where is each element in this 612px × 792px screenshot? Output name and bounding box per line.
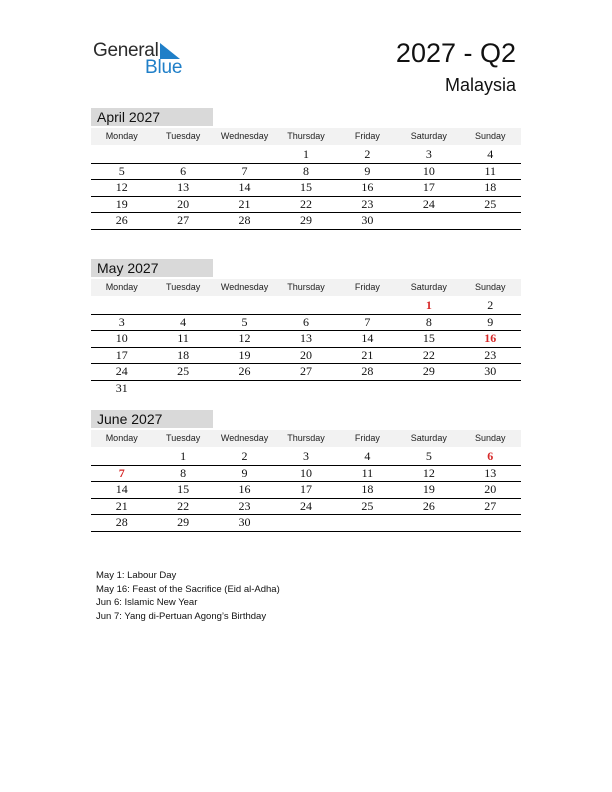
holiday-entry: May 16: Feast of the Sacrifice (Eid al-Adha) bbox=[96, 583, 280, 595]
day-cell: 23 bbox=[484, 347, 497, 362]
day-cell: 31 bbox=[115, 380, 128, 395]
day-cell: 19 bbox=[238, 347, 251, 362]
day-cell bbox=[337, 381, 398, 397]
weekday-header: Saturday bbox=[410, 282, 447, 292]
weekday-header: Saturday bbox=[410, 433, 447, 443]
day-cell bbox=[275, 515, 336, 531]
day-cell: 16 bbox=[238, 482, 251, 496]
day-cell: 17 bbox=[299, 482, 312, 496]
day-cell: 15 bbox=[177, 482, 190, 496]
country-name: Malaysia bbox=[444, 75, 516, 95]
day-cell: 8 bbox=[180, 465, 187, 480]
day-cell: 17 bbox=[115, 347, 128, 362]
day-cell: 30 bbox=[361, 213, 374, 227]
day-cell bbox=[460, 515, 521, 531]
week-row bbox=[91, 348, 521, 365]
weekday-header: Sunday bbox=[474, 433, 506, 443]
week-row bbox=[91, 164, 521, 181]
day-cell bbox=[152, 381, 213, 397]
day-cell: 21 bbox=[361, 347, 374, 362]
day-cell bbox=[398, 213, 459, 229]
day-cell: 12 bbox=[238, 331, 251, 345]
day-cell bbox=[275, 381, 336, 397]
day-cell: 19 bbox=[115, 196, 128, 211]
day-cell bbox=[214, 381, 275, 397]
day-cell bbox=[214, 147, 275, 163]
weekday-header: Wednesday bbox=[220, 131, 269, 141]
day-cell bbox=[91, 298, 152, 314]
month-june bbox=[91, 410, 521, 532]
day-cell: 18 bbox=[484, 180, 497, 194]
day-cell: 24 bbox=[299, 498, 312, 513]
week-row bbox=[91, 197, 521, 214]
weekday-header: Monday bbox=[105, 131, 138, 141]
week-row bbox=[91, 482, 521, 499]
weekday-header: Saturday bbox=[410, 131, 447, 141]
day-cell: 28 bbox=[115, 515, 128, 529]
day-cell: 5 bbox=[425, 449, 432, 463]
day-cell: 9 bbox=[364, 163, 371, 178]
day-cell bbox=[337, 515, 398, 531]
day-cell: 10 bbox=[422, 163, 435, 178]
day-cell: 26 bbox=[238, 364, 251, 378]
day-cell: 9 bbox=[241, 465, 248, 480]
day-cell: 4 bbox=[364, 449, 371, 463]
weekday-header: Monday bbox=[105, 433, 138, 443]
day-cell: 23 bbox=[361, 196, 374, 211]
day-cell bbox=[152, 298, 213, 314]
day-cell: 13 bbox=[177, 180, 190, 194]
holiday-day-cell: 7 bbox=[118, 465, 125, 480]
day-cell: 6 bbox=[180, 163, 187, 178]
day-cell bbox=[152, 147, 213, 163]
day-cell bbox=[460, 213, 521, 229]
month-label: June 2027 bbox=[91, 410, 213, 428]
day-cell: 25 bbox=[177, 364, 190, 378]
day-cell: 1 bbox=[180, 449, 187, 463]
day-cell: 20 bbox=[299, 347, 312, 362]
day-cell: 22 bbox=[422, 347, 435, 362]
day-cell bbox=[91, 147, 152, 163]
day-cell: 22 bbox=[177, 498, 190, 513]
weekday-header-row bbox=[91, 128, 521, 145]
day-cell: 6 bbox=[302, 314, 309, 329]
day-cell bbox=[214, 298, 275, 314]
day-cell: 24 bbox=[115, 364, 128, 378]
day-cell: 5 bbox=[118, 163, 125, 178]
day-cell: 4 bbox=[487, 147, 494, 161]
holiday-day-cell: 6 bbox=[487, 449, 494, 463]
weekday-header: Tuesday bbox=[166, 282, 201, 292]
week-row bbox=[91, 147, 521, 164]
week-row bbox=[91, 449, 521, 466]
day-cell bbox=[398, 515, 459, 531]
day-cell: 11 bbox=[361, 465, 374, 480]
logo-general-text: General bbox=[93, 40, 159, 61]
weekday-header: Friday bbox=[354, 131, 380, 141]
day-cell: 9 bbox=[487, 314, 494, 329]
day-cell: 10 bbox=[115, 331, 128, 345]
weekday-header: Sunday bbox=[474, 282, 506, 292]
week-row bbox=[91, 466, 521, 483]
weekday-header: Thursday bbox=[287, 282, 325, 292]
day-cell: 3 bbox=[425, 147, 432, 161]
day-cell: 26 bbox=[115, 213, 128, 227]
day-cell: 25 bbox=[484, 196, 497, 211]
week-row bbox=[91, 364, 521, 381]
weekday-header: Monday bbox=[105, 282, 138, 292]
day-cell: 21 bbox=[238, 196, 251, 211]
day-cell: 22 bbox=[299, 196, 312, 211]
day-cell: 24 bbox=[422, 196, 435, 211]
day-cell: 2 bbox=[487, 298, 494, 312]
holiday-day-cell: 1 bbox=[425, 298, 432, 312]
week-row bbox=[91, 331, 521, 348]
day-cell: 12 bbox=[422, 465, 435, 480]
day-cell bbox=[337, 298, 398, 314]
day-cell: 17 bbox=[422, 180, 435, 194]
day-cell: 28 bbox=[361, 364, 374, 378]
month-may bbox=[91, 259, 521, 396]
day-cell: 18 bbox=[361, 482, 374, 496]
weekday-header-row bbox=[91, 430, 521, 447]
day-cell: 26 bbox=[422, 498, 435, 513]
holiday-day-cell: 16 bbox=[484, 331, 497, 345]
day-cell: 27 bbox=[484, 498, 497, 513]
week-row bbox=[91, 213, 521, 230]
holiday-entry: Jun 7: Yang di-Pertuan Agong’s Birthday bbox=[96, 610, 267, 622]
page-title: 2027 - Q2 bbox=[395, 38, 516, 68]
day-cell: 4 bbox=[180, 314, 187, 329]
day-cell: 3 bbox=[118, 314, 125, 329]
day-cell: 5 bbox=[241, 314, 248, 329]
day-cell: 16 bbox=[361, 180, 374, 194]
day-cell: 15 bbox=[299, 180, 312, 194]
day-cell: 7 bbox=[241, 163, 248, 178]
weekday-header: Thursday bbox=[287, 131, 325, 141]
day-cell: 13 bbox=[299, 331, 312, 345]
day-cell: 14 bbox=[238, 180, 251, 194]
logo bbox=[93, 40, 193, 80]
day-cell: 30 bbox=[484, 364, 497, 378]
day-cell: 14 bbox=[115, 482, 128, 496]
day-cell: 23 bbox=[238, 498, 251, 513]
day-cell: 30 bbox=[238, 515, 251, 529]
day-cell: 20 bbox=[484, 482, 497, 496]
week-row bbox=[91, 298, 521, 315]
day-cell bbox=[398, 381, 459, 397]
day-cell: 12 bbox=[115, 180, 128, 194]
day-cell: 18 bbox=[177, 347, 190, 362]
day-cell: 29 bbox=[422, 364, 435, 378]
day-cell: 28 bbox=[238, 213, 251, 227]
day-cell: 3 bbox=[302, 449, 309, 463]
day-cell: 13 bbox=[484, 465, 497, 480]
day-cell bbox=[275, 298, 336, 314]
weekday-header: Friday bbox=[354, 282, 380, 292]
day-cell: 2 bbox=[364, 147, 371, 161]
week-row bbox=[91, 515, 521, 532]
weekday-header: Wednesday bbox=[220, 433, 269, 443]
day-cell: 27 bbox=[299, 364, 312, 378]
week-row bbox=[91, 381, 521, 397]
month-label: May 2027 bbox=[91, 259, 213, 277]
weekday-header: Sunday bbox=[474, 131, 506, 141]
day-cell: 15 bbox=[422, 331, 435, 345]
holiday-entry: Jun 6: Islamic New Year bbox=[96, 597, 198, 608]
day-cell: 20 bbox=[177, 196, 190, 211]
week-row bbox=[91, 315, 521, 332]
day-cell: 8 bbox=[302, 163, 309, 178]
weekday-header: Tuesday bbox=[166, 433, 201, 443]
day-cell: 8 bbox=[425, 314, 432, 329]
weekday-header: Wednesday bbox=[220, 282, 269, 292]
day-cell: 25 bbox=[361, 498, 374, 513]
week-row bbox=[91, 180, 521, 197]
weekday-header-row bbox=[91, 279, 521, 296]
month-april bbox=[91, 108, 521, 230]
day-cell bbox=[460, 381, 521, 397]
month-label: April 2027 bbox=[91, 108, 213, 126]
day-cell: 11 bbox=[484, 163, 497, 178]
weekday-header: Tuesday bbox=[166, 131, 201, 141]
day-cell: 27 bbox=[177, 213, 190, 227]
logo-blue-text: Blue bbox=[145, 57, 183, 78]
day-cell: 7 bbox=[364, 314, 371, 329]
day-cell: 1 bbox=[302, 147, 309, 161]
holiday-list bbox=[96, 569, 280, 623]
day-cell: 11 bbox=[177, 331, 189, 345]
day-cell: 21 bbox=[115, 498, 128, 513]
day-cell: 10 bbox=[299, 465, 312, 480]
day-cell bbox=[91, 449, 152, 465]
weekday-header: Friday bbox=[354, 433, 380, 443]
weekday-header: Thursday bbox=[287, 433, 325, 443]
week-row bbox=[91, 499, 521, 516]
day-cell: 29 bbox=[177, 515, 190, 529]
day-cell: 14 bbox=[361, 331, 374, 345]
day-cell: 2 bbox=[241, 449, 248, 463]
day-cell: 19 bbox=[422, 482, 435, 496]
holiday-entry: May 1: Labour Day bbox=[96, 570, 177, 581]
day-cell: 29 bbox=[299, 213, 312, 227]
